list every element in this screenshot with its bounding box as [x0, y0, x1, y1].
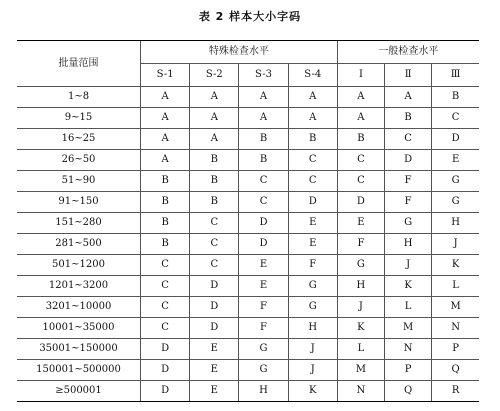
lot-size-cell: 1201~3200 — [17, 276, 141, 297]
code-letter-cell: C — [190, 255, 239, 276]
code-letter-cell: J — [432, 234, 479, 255]
code-letter-cell: N — [385, 339, 432, 360]
level-header: Ⅲ — [432, 64, 479, 87]
code-letter-cell: E — [190, 381, 239, 402]
code-letter-cell: F — [239, 297, 288, 318]
table-row — [17, 192, 479, 213]
lot-size-range-header: 批量范围 — [17, 41, 141, 87]
code-letter-cell: A — [385, 87, 432, 108]
code-letter-cell: Q — [385, 381, 432, 402]
code-letter-cell: M — [385, 318, 432, 339]
table-title: 表 2 样本大小字码 — [198, 10, 302, 23]
code-letter-cell: A — [141, 150, 190, 171]
code-letter-cell: C — [141, 318, 190, 339]
lot-size-cell: 10001~35000 — [17, 318, 141, 339]
code-letter-cell: A — [141, 108, 190, 129]
code-letter-cell: F — [385, 192, 432, 213]
code-letter-cell: B — [141, 213, 190, 234]
code-letter-cell: A — [288, 87, 337, 108]
table-row — [17, 255, 479, 276]
code-letter-cell: B — [288, 129, 337, 150]
code-letter-cell: M — [337, 360, 384, 381]
code-letter-cell: P — [385, 360, 432, 381]
code-letter-cell: B — [190, 171, 239, 192]
code-letter-cell: H — [239, 381, 288, 402]
code-letter-cell: G — [337, 255, 384, 276]
code-letter-cell: K — [432, 255, 479, 276]
code-letter-cell: H — [385, 234, 432, 255]
code-letter-cell: E — [288, 213, 337, 234]
code-letter-cell: H — [337, 276, 384, 297]
code-letter-cell: G — [239, 360, 288, 381]
code-letter-cell: C — [190, 234, 239, 255]
code-letter-cell: D — [190, 297, 239, 318]
general-inspection-level-header: 一般检查水平 — [337, 41, 479, 64]
code-letter-cell: C — [337, 150, 384, 171]
code-letter-cell: F — [337, 234, 384, 255]
table-row — [17, 171, 479, 192]
code-letter-cell: C — [337, 171, 384, 192]
level-header: S-1 — [141, 64, 190, 87]
level-header: Ⅱ — [385, 64, 432, 87]
code-letter-cell: C — [141, 255, 190, 276]
code-letter-cell: D — [337, 192, 384, 213]
table-row — [17, 276, 479, 297]
code-letter-cell: A — [337, 87, 384, 108]
lot-size-cell: 3201~10000 — [17, 297, 141, 318]
table-row — [17, 318, 479, 339]
code-letter-cell: D — [239, 213, 288, 234]
code-letter-cell: C — [288, 171, 337, 192]
code-letter-cell: A — [190, 129, 239, 150]
lot-size-cell: 51~90 — [17, 171, 141, 192]
code-letter-cell: D — [190, 276, 239, 297]
lot-size-cell: 150001~500000 — [17, 360, 141, 381]
code-letter-cell: B — [190, 192, 239, 213]
code-letter-cell: K — [337, 318, 384, 339]
code-letter-cell: N — [337, 381, 384, 402]
table-row — [17, 150, 479, 171]
code-letter-cell: A — [190, 87, 239, 108]
lot-size-cell: 151~280 — [17, 213, 141, 234]
code-letter-cell: D — [385, 150, 432, 171]
code-letter-cell: G — [432, 192, 479, 213]
code-letter-cell: B — [432, 87, 479, 108]
table-row — [17, 213, 479, 234]
code-letter-cell: D — [141, 339, 190, 360]
code-letter-cell: J — [288, 360, 337, 381]
lot-size-cell: 35001~150000 — [17, 339, 141, 360]
code-letter-cell: G — [288, 276, 337, 297]
lot-size-cell: 501~1200 — [17, 255, 141, 276]
code-letter-cell: C — [239, 192, 288, 213]
code-letter-cell: A — [190, 108, 239, 129]
code-letter-cell: D — [190, 318, 239, 339]
code-letter-cell: J — [288, 339, 337, 360]
code-letter-cell: A — [141, 129, 190, 150]
code-letter-cell: K — [385, 276, 432, 297]
table-row — [17, 108, 479, 129]
code-letter-cell: L — [432, 276, 479, 297]
code-letter-cell: B — [385, 108, 432, 129]
code-letter-cell: D — [141, 381, 190, 402]
table-row — [17, 381, 479, 402]
code-letter-cell: A — [239, 87, 288, 108]
code-letter-cell: C — [385, 129, 432, 150]
code-letter-cell: L — [385, 297, 432, 318]
code-letter-cell: G — [288, 297, 337, 318]
code-letter-cell: E — [432, 150, 479, 171]
header-row-groups — [17, 41, 479, 64]
level-header: S-3 — [239, 64, 288, 87]
code-letter-cell: B — [141, 234, 190, 255]
special-inspection-level-header: 特殊检查水平 — [141, 41, 338, 64]
code-letter-cell: C — [239, 171, 288, 192]
table-row — [17, 87, 479, 108]
code-letter-cell: B — [239, 150, 288, 171]
code-letter-cell: C — [432, 108, 479, 129]
sample-size-code-table — [17, 40, 479, 402]
code-letter-cell: A — [239, 108, 288, 129]
table-row — [17, 297, 479, 318]
code-letter-cell: D — [141, 360, 190, 381]
lot-size-cell: 9~15 — [17, 108, 141, 129]
code-letter-cell: K — [288, 381, 337, 402]
code-letter-cell: B — [337, 129, 384, 150]
table-row — [17, 360, 479, 381]
code-letter-cell: F — [385, 171, 432, 192]
code-letter-cell: F — [288, 255, 337, 276]
lot-size-cell: 26~50 — [17, 150, 141, 171]
level-header: S-2 — [190, 64, 239, 87]
lot-size-cell: 1~8 — [17, 87, 141, 108]
code-letter-cell: G — [385, 213, 432, 234]
code-letter-cell: R — [432, 381, 479, 402]
code-letter-cell: N — [432, 318, 479, 339]
code-letter-cell: E — [239, 276, 288, 297]
code-letter-cell: F — [239, 318, 288, 339]
code-letter-cell: G — [432, 171, 479, 192]
code-letter-cell: B — [141, 192, 190, 213]
table-row — [17, 129, 479, 150]
lot-size-cell: 16~25 — [17, 129, 141, 150]
code-letter-cell: C — [141, 297, 190, 318]
code-letter-cell: D — [432, 129, 479, 150]
code-letter-cell: M — [432, 297, 479, 318]
code-letter-cell: B — [141, 171, 190, 192]
code-letter-cell: P — [432, 339, 479, 360]
code-letter-cell: G — [239, 339, 288, 360]
lot-size-cell: 281~500 — [17, 234, 141, 255]
code-letter-cell: B — [239, 129, 288, 150]
lot-size-cell: ≥500001 — [17, 381, 141, 402]
code-letter-cell: E — [337, 213, 384, 234]
table-row — [17, 234, 479, 255]
code-letter-cell: C — [190, 213, 239, 234]
code-letter-cell: J — [385, 255, 432, 276]
code-letter-cell: H — [432, 213, 479, 234]
code-letter-cell: Q — [432, 360, 479, 381]
code-letter-cell: E — [288, 234, 337, 255]
code-letter-cell: C — [288, 150, 337, 171]
code-letter-cell: E — [239, 255, 288, 276]
code-letter-cell: A — [337, 108, 384, 129]
level-header: Ⅰ — [337, 64, 384, 87]
code-letter-cell: B — [190, 150, 239, 171]
code-letter-cell: C — [141, 276, 190, 297]
code-letter-cell: L — [337, 339, 384, 360]
code-letter-cell: D — [239, 234, 288, 255]
code-letter-cell: A — [288, 108, 337, 129]
code-letter-cell: D — [288, 192, 337, 213]
level-header: S-4 — [288, 64, 337, 87]
code-letter-cell: J — [337, 297, 384, 318]
table-row — [17, 339, 479, 360]
code-letter-cell: E — [190, 339, 239, 360]
code-letter-cell: A — [141, 87, 190, 108]
code-letter-cell: E — [190, 360, 239, 381]
lot-size-cell: 91~150 — [17, 192, 141, 213]
code-letter-cell: H — [288, 318, 337, 339]
